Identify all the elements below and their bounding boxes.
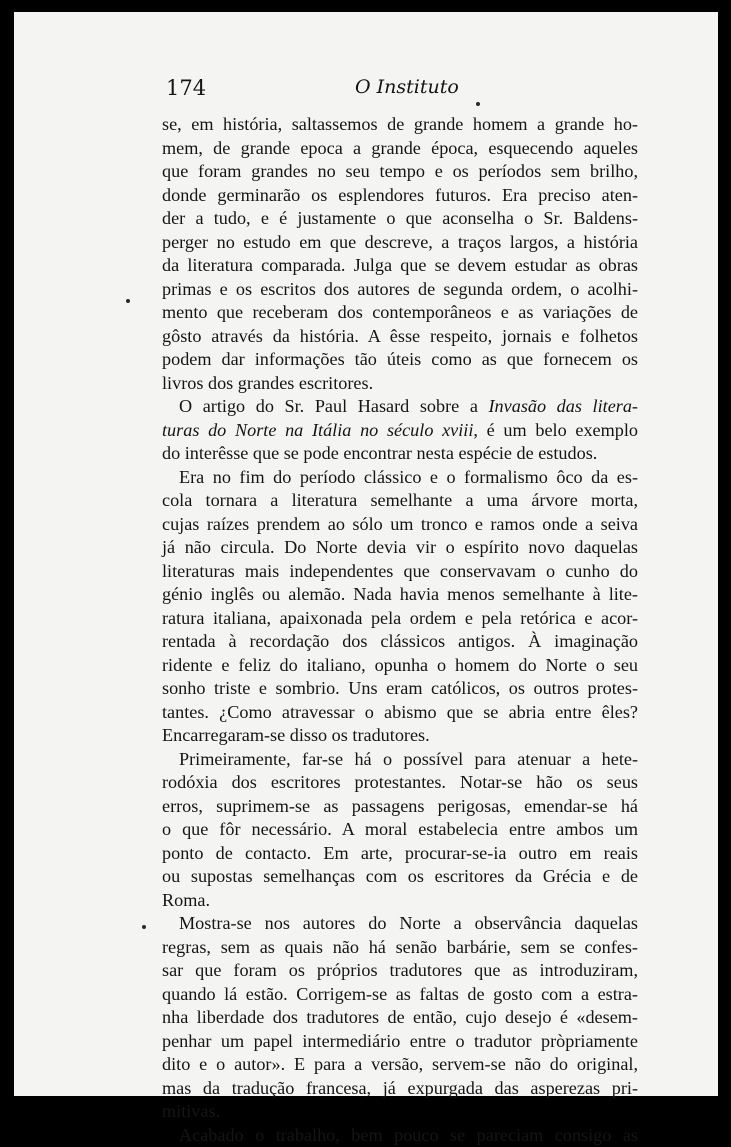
page-number: 174: [166, 76, 206, 100]
text-line: já não circula. Do Norte devia vir o espírito novo daquelas: [162, 536, 638, 560]
text-line: mitivas.: [162, 1100, 638, 1124]
text-line: o que fôr necessário. A moral estabelecia entre ambos um: [162, 818, 638, 842]
ink-speck: [476, 102, 480, 106]
ink-speck: [142, 925, 146, 929]
text-line: que foram grandes no seu tempo e os períodos sem brilho,: [162, 160, 638, 184]
text-line: sar que foram os próprios tradutores que as introduziram,: [162, 959, 638, 983]
text-line: mas da tradução francesa, já expurgada das asperezas pri-: [162, 1077, 638, 1101]
text-line: cujas raízes prendem ao sólo um tronco e ramos onde a seiva: [162, 513, 638, 537]
text-line: mento que receberam dos contemporâneos e as variações de: [162, 301, 638, 325]
italic-title: turas do Norte na Itália no século xviii: [162, 420, 473, 440]
text-line: ponto de contacto. Em arte, procurar-se-ia outro em reais: [162, 842, 638, 866]
text-run: O artigo do Sr. Paul Hasard sobre a: [179, 396, 489, 416]
text-line: Encarregaram-se disso os tradutores.: [162, 724, 638, 748]
text-line: ratura italiana, apaixonada pela ordem e pela retórica e acor-: [162, 607, 638, 631]
text-line: quando lá estão. Corrigem-se as faltas de gosto com a estra-: [162, 983, 638, 1007]
text-line: dito e o autor». E para a versão, servem-se não do original,: [162, 1053, 638, 1077]
text-line: ridente e feliz do italiano, opunha o homem do Norte o seu: [162, 654, 638, 678]
paragraph: [162, 912, 638, 1124]
paragraph: [162, 748, 638, 913]
text-line: rodóxia dos escritores protestantes. Notar-se hão os seus: [162, 771, 638, 795]
paragraph: [162, 395, 638, 466]
paragraph: [162, 466, 638, 748]
text-line: sonho triste e sombrio. Uns eram católicos, os outros protes-: [162, 677, 638, 701]
text-line: primas e os escritos dos autores de segunda ordem, o acolhi-: [162, 278, 638, 302]
text-line: [162, 419, 638, 443]
text-line: literaturas mais independentes que conservavam o cunho do: [162, 560, 638, 584]
text-run: , é um belo exemplo: [473, 420, 638, 440]
text-line: rentada à recordação dos clássicos antigos. À imaginação: [162, 630, 638, 654]
text-line: Acabado o trabalho, bem pouco se pareciam consigo as: [162, 1124, 638, 1147]
text-line: se, em história, saltassemos de grande homem a grande ho-: [162, 113, 638, 137]
text-line: génio inglês ou alemão. Nada havia menos semelhante à lite-: [162, 583, 638, 607]
text-line: podem dar informações tão úteis como as que fornecem os: [162, 348, 638, 372]
text-line: mem, de grande epoca a grande época, esquecendo aqueles: [162, 137, 638, 161]
text-line: livros dos grandes escritores.: [162, 372, 638, 396]
text-line: Mostra-se nos autores do Norte a observância daquelas: [162, 912, 638, 936]
ink-speck: [126, 299, 130, 303]
text-line: perger no estudo em que descreve, a traços largos, a história: [162, 231, 638, 255]
text-line: ou supostas semelhanças com os escritores da Grécia e de: [162, 865, 638, 889]
text-line: regras, sem as quais não há senão barbárie, sem se confes-: [162, 936, 638, 960]
text-line: tantes. ¿Como atravessar o abismo que se abria entre êles?: [162, 701, 638, 725]
text-line: der a tudo, e é justamente o que aconselha o Sr. Baldens-: [162, 207, 638, 231]
text-line: do interêsse que se pode encontrar nesta espécie de estudos.: [162, 442, 638, 466]
text-line: cola tornara a literatura semelhante a uma árvore morta,: [162, 489, 638, 513]
running-title: O Instituto: [355, 76, 459, 98]
text-line: Roma.: [162, 889, 638, 913]
text-line: gôsto através da história. A êsse respeito, jornais e folhetos: [162, 325, 638, 349]
text-line: [162, 395, 638, 419]
text-line: penhar um papel intermediário entre o tradutor pròpriamente: [162, 1030, 638, 1054]
text-line: Era no fim do período clássico e o formalismo ôco da es-: [162, 466, 638, 490]
text-line: nha liberdade dos tradutores de então, cujo desejo é «desem-: [162, 1006, 638, 1030]
text-line: da literatura comparada. Julga que se devem estudar as obras: [162, 254, 638, 278]
paragraph: [162, 113, 638, 395]
text-line: donde germinarão os esplendores futuros. Era preciso aten-: [162, 184, 638, 208]
body-text: [162, 113, 638, 1147]
italic-title: Invasão das litera-: [489, 396, 639, 416]
text-line: Primeiramente, far-se há o possível para atenuar a hete-: [162, 748, 638, 772]
paragraph: [162, 1124, 638, 1147]
book-page: [14, 12, 718, 1096]
text-line: erros, suprimem-se as passagens perigosas, emendar-se há: [162, 795, 638, 819]
